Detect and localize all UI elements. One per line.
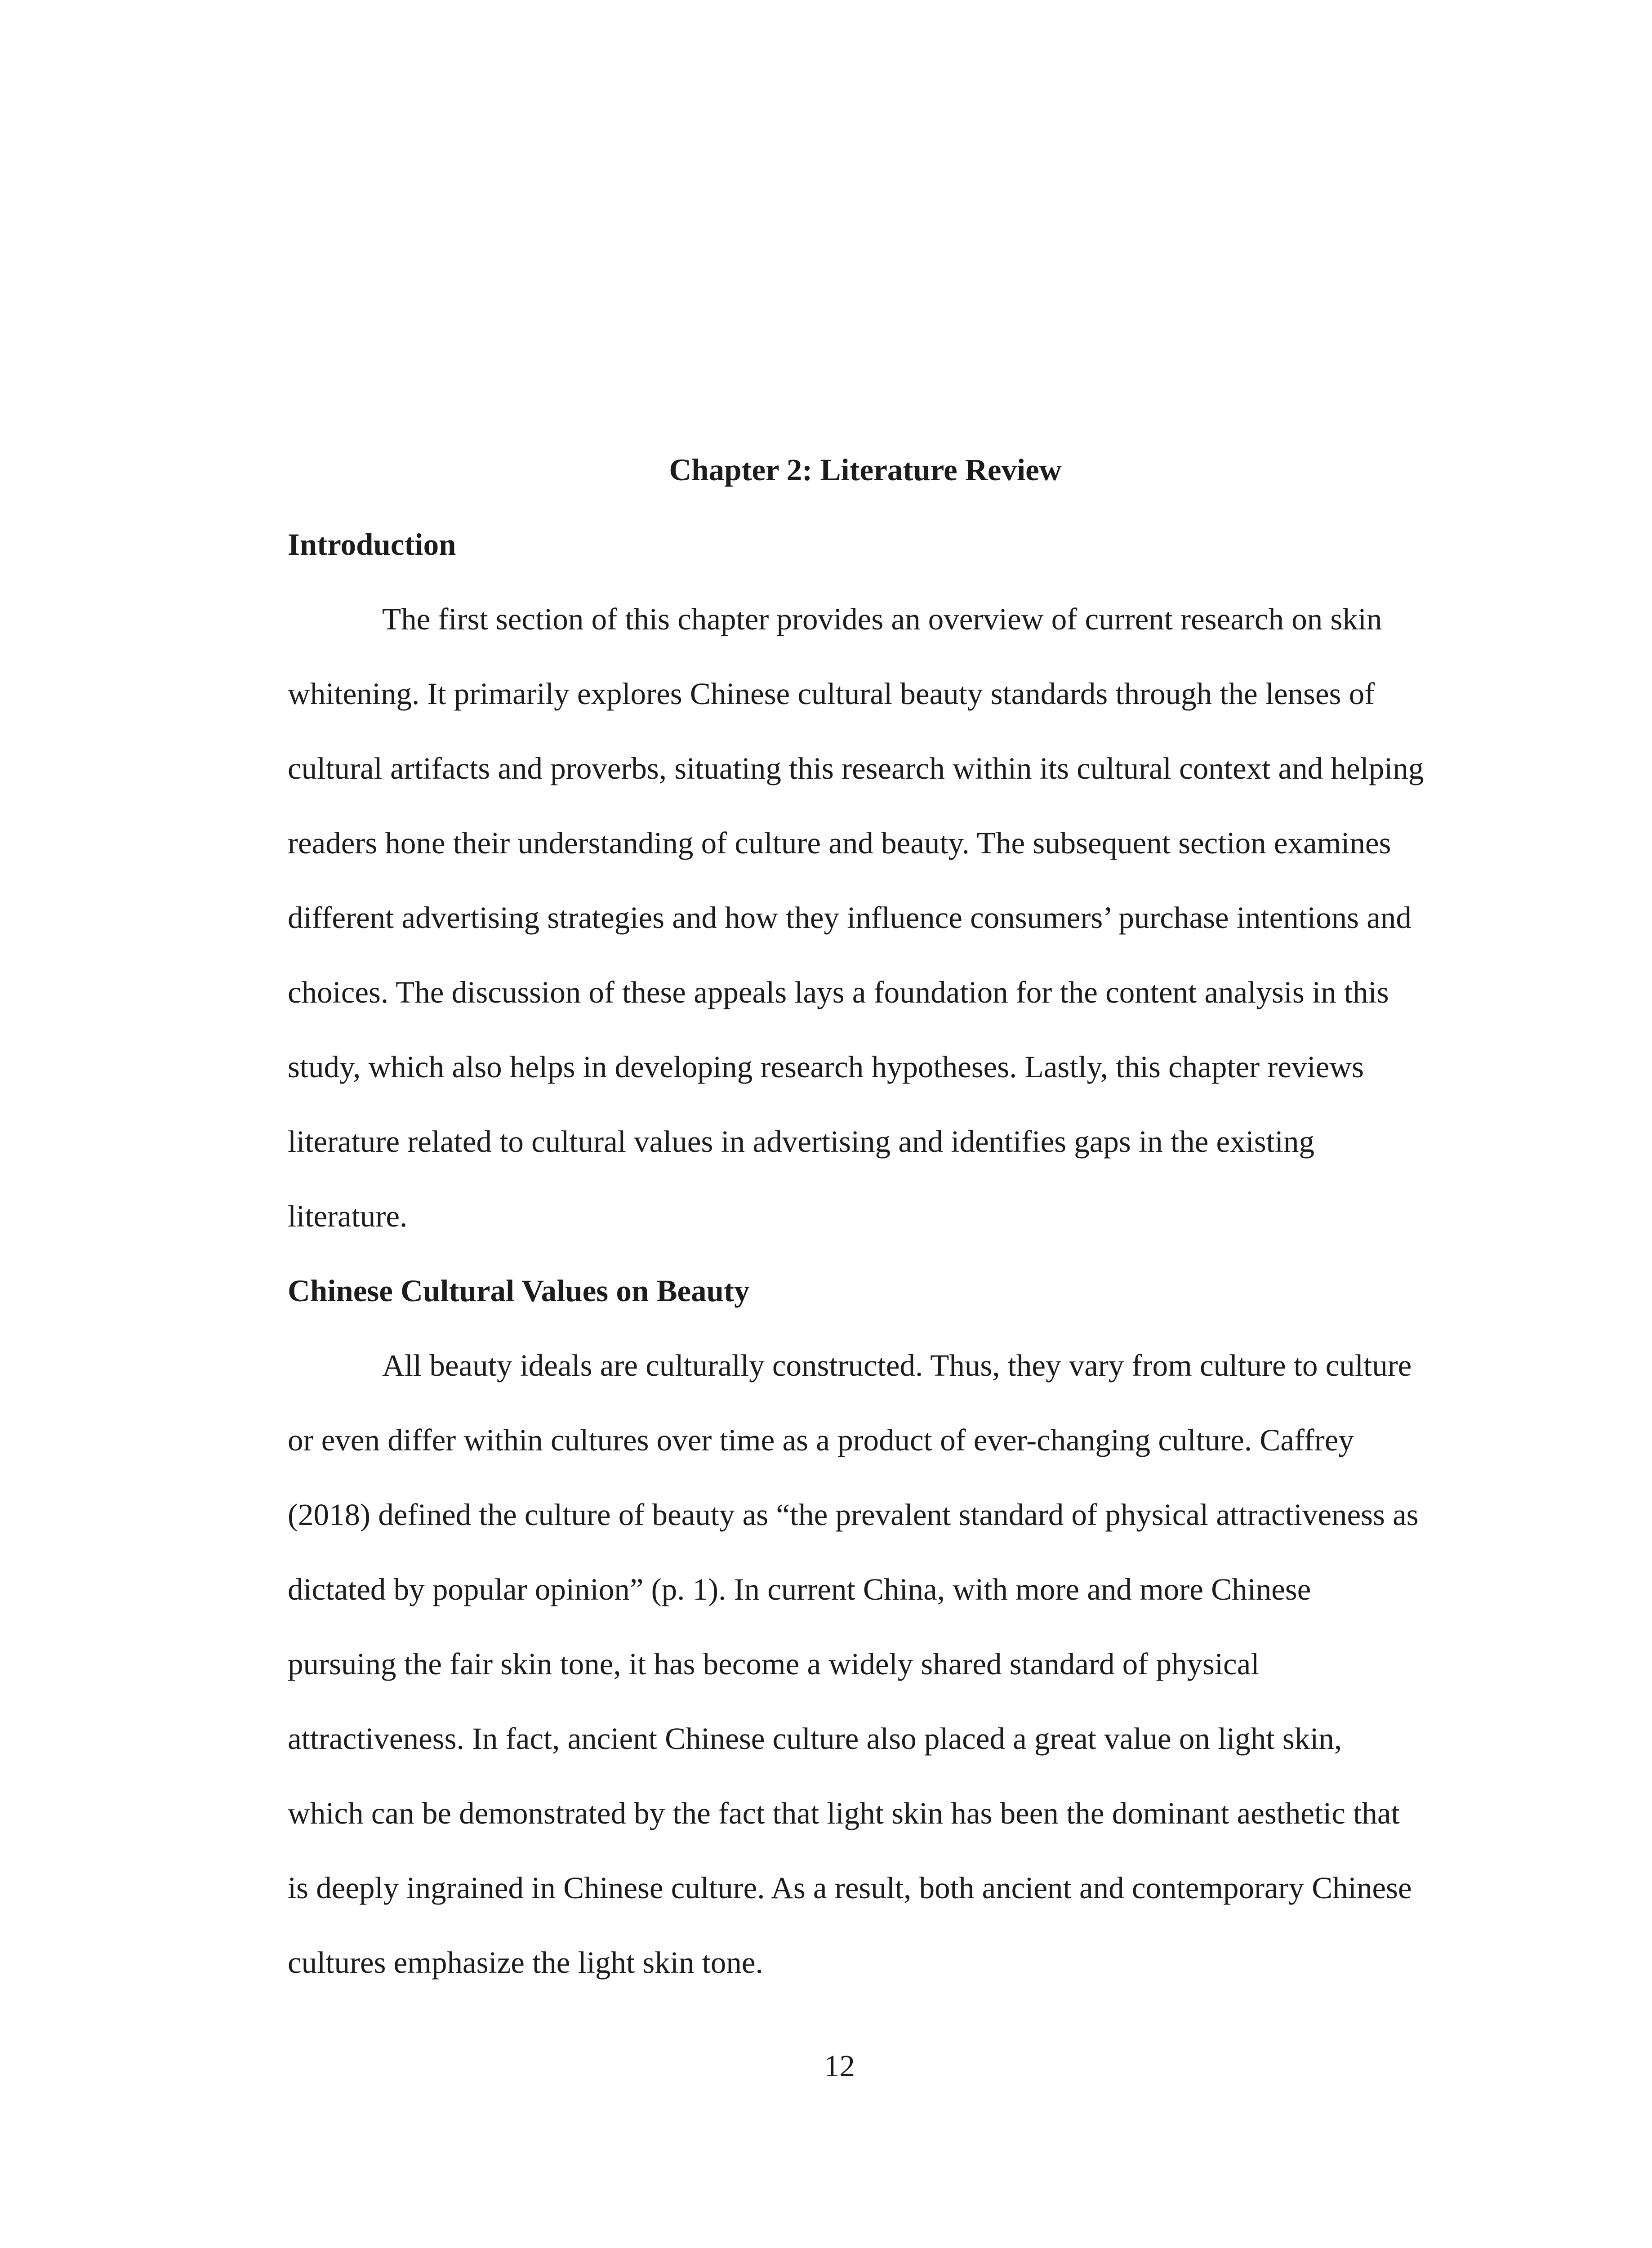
page-content: [288, 433, 1425, 2000]
chapter-title: Chapter 2: Literature Review: [669, 453, 1062, 487]
section-heading-chinese-cultural-values: Chinese Cultural Values on Beauty: [288, 1274, 750, 1308]
page-number: 12: [824, 2049, 855, 2083]
section-heading-introduction: Introduction: [288, 527, 456, 562]
chinese-cultural-values-paragraph: All beauty ideals are culturally constructed. Thus, they vary from culture to culture or even differ within cultures over time as a product of ever-changing culture. Caffrey (2018) defined the culture of beauty as “the prevalent standard of physical attractiveness as dictated by popular opinion” (p. 1). In current China, with more and more Chinese pursuing the fair skin tone, it has become a widely shared standard of physical attractiveness. In fact, ancient Chinese culture also placed a great value on light skin, which can be demonstrated by the fact that light skin has been the dominant aesthetic that is deeply ingrained in Chinese culture. As a result, both ancient and contemporary Chinese cultures emphasize the light skin tone.: [288, 1348, 1419, 1980]
introduction-paragraph: The first section of this chapter provides an overview of current research on skin whitening. It primarily explores Chinese cultural beauty standards through the lenses of cultural artifacts and proverbs, situating this research within its cultural context and helping readers hone their understanding of culture and beauty. The subsequent section examines different advertising strategies and how they influence consumers’ purchase intentions and choices. The discussion of these appeals lays a foundation for the content analysis in this study, which also helps in developing research hypotheses. Lastly, this chapter reviews literature related to cultural values in advertising and identifies gaps in the existing literature.: [288, 602, 1424, 1233]
